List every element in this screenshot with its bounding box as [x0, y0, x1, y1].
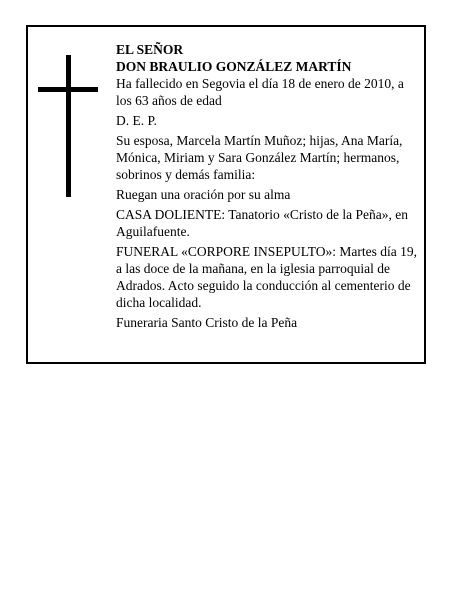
- heading-title: EL SEÑOR: [116, 42, 184, 57]
- cross-icon: [38, 55, 98, 197]
- notice-text: [116, 41, 422, 334]
- cross-vertical-bar: [66, 55, 71, 197]
- funeral-details: FUNERAL «CORPORE INSEPULTO»: Martes día 19, a las doce de la mañana, en la iglesia parroquial de Adrados. Acto seguido la conducción al cementerio de dicha localidad.: [116, 244, 418, 310]
- funeral-home-name: Funeraria Santo Cristo de la Peña: [116, 315, 298, 330]
- death-announcement: Ha fallecido en Segovia el día 18 de enero de 2010, a los 63 años de edad: [116, 76, 404, 108]
- cross-horizontal-bar: [38, 87, 98, 92]
- prayer-request: Ruegan una oración por su alma: [116, 187, 291, 202]
- funeral-home-location: CASA DOLIENTE: Tanatorio «Cristo de la Peña», en Aguilafuente.: [116, 207, 409, 239]
- family-list: Su esposa, Marcela Martín Muñoz; hijas, Ana María, Mónica, Miriam y Sara González Martín; hermanos, sobrinos y demás familia:: [116, 133, 403, 182]
- obituary-notice: [26, 25, 426, 364]
- deceased-name: DON BRAULIO GONZÁLEZ MARTÍN: [116, 59, 352, 74]
- rip-abbreviation: D. E. P.: [116, 113, 157, 128]
